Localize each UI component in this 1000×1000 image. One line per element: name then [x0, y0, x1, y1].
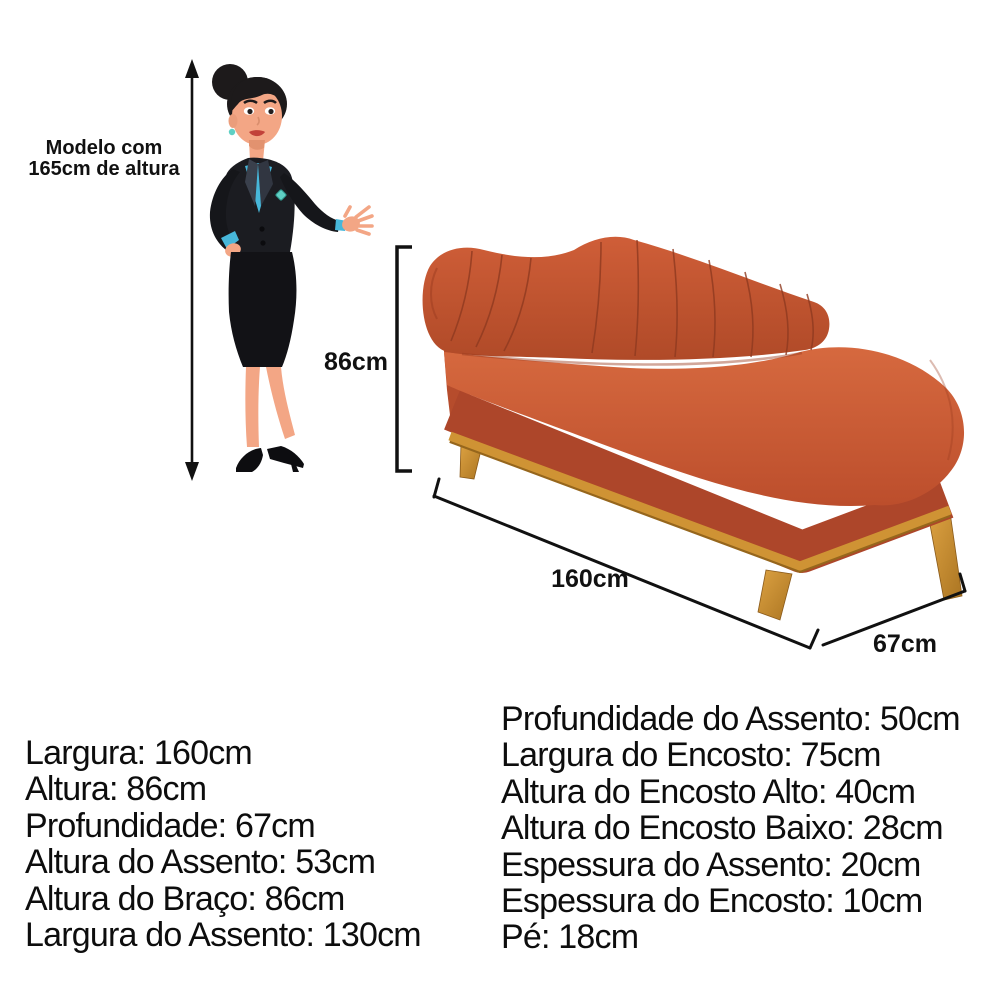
- sofa-depth-label: 67cm: [873, 630, 937, 658]
- left-leg: [245, 367, 260, 447]
- sofa-illustration: [423, 237, 964, 620]
- spec-item-altura-assento: Altura do Assento: 53cm: [25, 843, 376, 882]
- spec-item-largura: Largura: 160cm: [25, 734, 252, 772]
- model-height-label: [8, 138, 200, 180]
- model-label-line1: Modelo com: [45, 137, 163, 159]
- sofa-height-label: 86cm: [324, 348, 388, 376]
- spec-item-altura-braco: Altura do Braço: 86cm: [25, 879, 345, 918]
- model-label-line2: 165cm de altura: [28, 158, 180, 180]
- right-iris: [268, 109, 273, 114]
- sofa-height-bracket: [397, 247, 412, 471]
- left-shoe: [236, 448, 263, 472]
- jacket-button: [260, 240, 265, 245]
- spec-item-espessura-assento: Espessura do Assento: 20cm: [501, 845, 921, 884]
- skirt: [229, 252, 297, 367]
- spec-item-espessura-encosto: Espessura do Encosto: 10cm: [501, 882, 923, 921]
- sofa-leg: [758, 570, 792, 620]
- spec-item-altura-encosto-baixo: Altura do Encosto Baixo: 28cm: [501, 809, 943, 848]
- spec-item-profundidade-assento: Profundidade do Assento: 50cm: [501, 700, 960, 738]
- spec-item-profundidade: Profundidade: 67cm: [25, 806, 315, 845]
- model-illustration: [210, 64, 372, 472]
- spec-item-altura-encosto-alto: Altura do Encosto Alto: 40cm: [501, 772, 916, 811]
- earring: [229, 129, 235, 135]
- spec-item-pe: Pé: 18cm: [501, 918, 639, 957]
- left-iris: [247, 109, 252, 114]
- arrow-up-icon: [185, 59, 199, 78]
- right-shoe: [267, 446, 304, 468]
- specs-list-right: [501, 701, 960, 956]
- spec-item-largura-encosto: Largura do Encosto: 75cm: [501, 736, 881, 775]
- arrow-down-icon: [185, 462, 199, 481]
- sofa-back-and-arm: [423, 237, 830, 360]
- jacket-button: [259, 226, 264, 231]
- ear: [229, 114, 238, 128]
- right-leg: [266, 367, 295, 439]
- spec-item-largura-assento: Largura do Assento: 130cm: [25, 916, 421, 955]
- spec-item-altura: Altura: 86cm: [25, 770, 207, 809]
- sofa-width-label: 160cm: [551, 565, 629, 593]
- specs-list-left: [25, 735, 421, 953]
- height-arrow: [185, 59, 199, 481]
